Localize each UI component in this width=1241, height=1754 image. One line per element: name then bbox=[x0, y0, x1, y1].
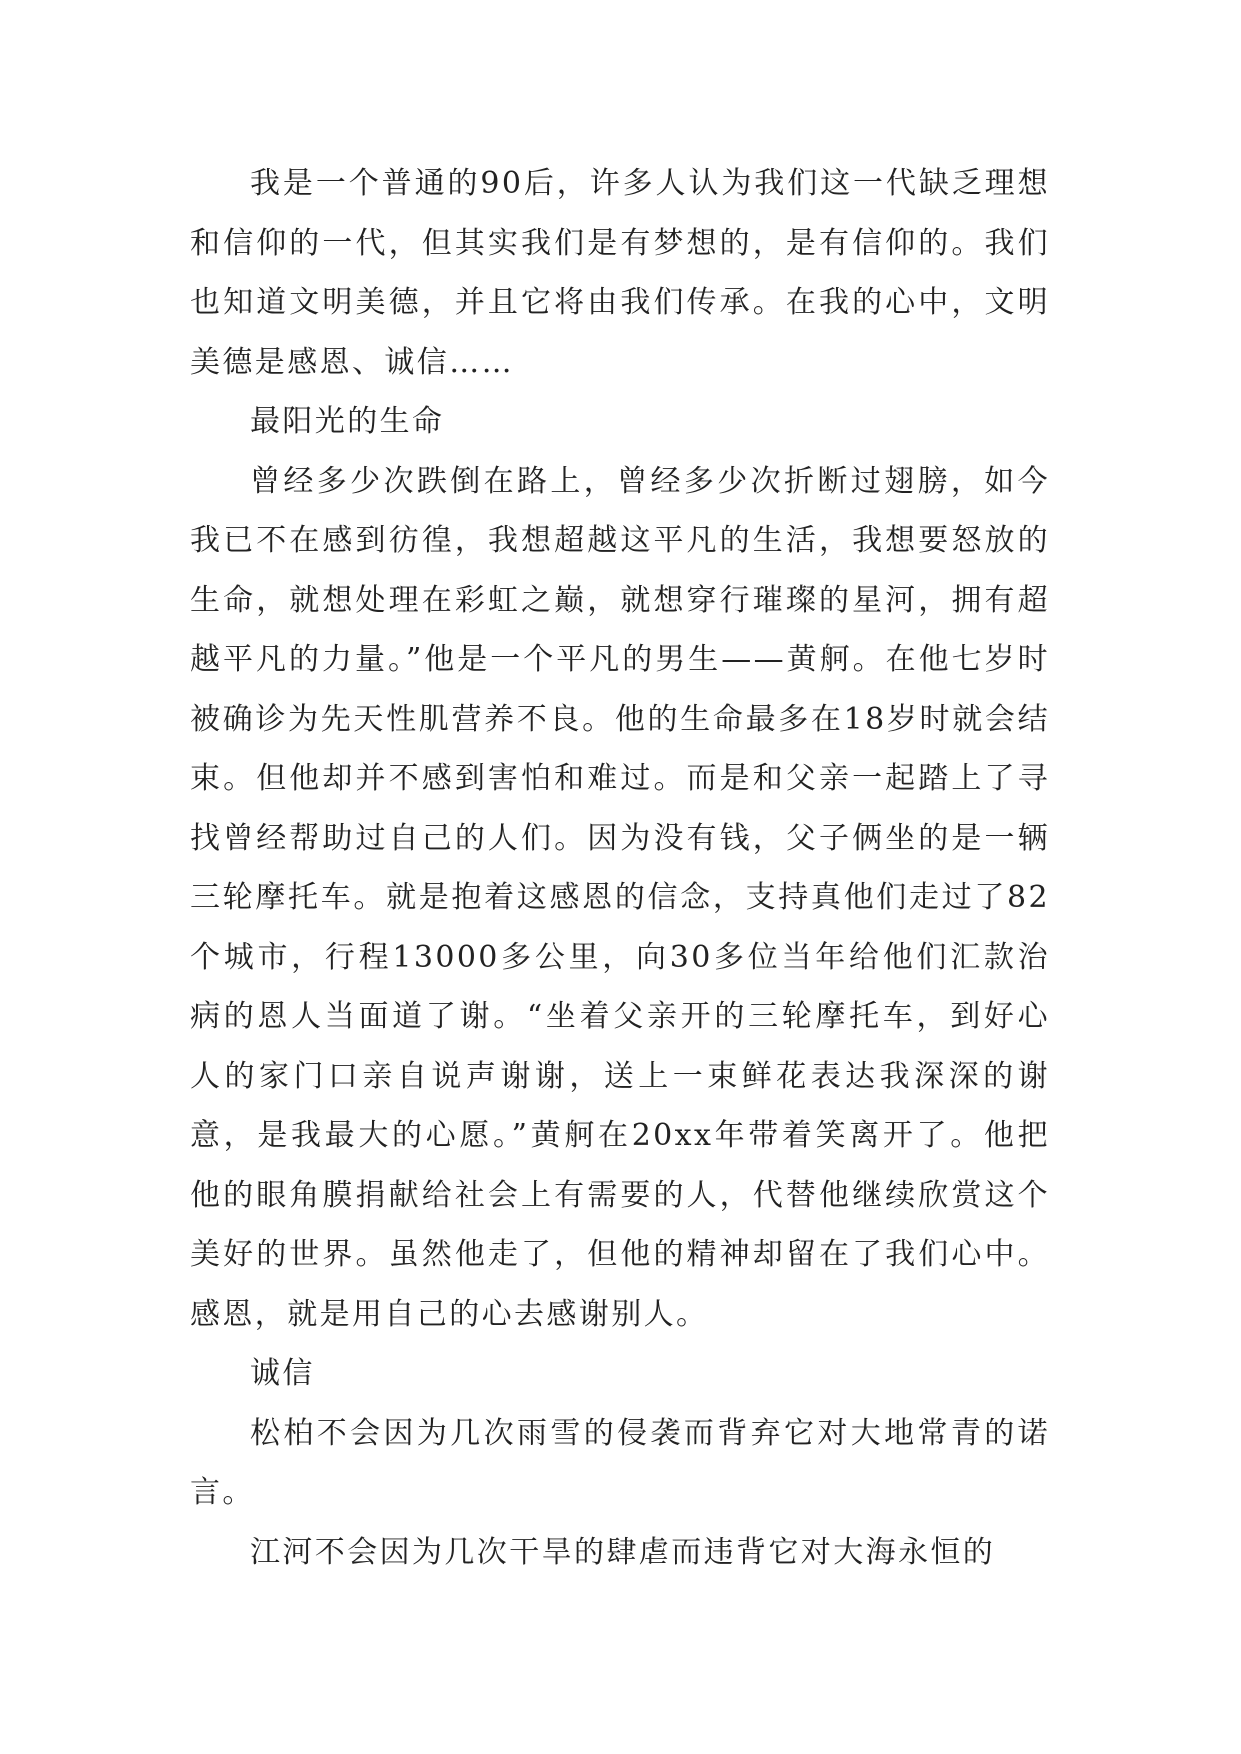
paragraph-rivers: 江河不会因为几次干旱的肆虐而违背它对大海永恒的 bbox=[250, 1534, 996, 1570]
paragraph-huang-ge-story: 曾经多少次跌倒在路上，曾经多少次折断过翅膀，如今我已不在感到彷徨，我想超越这平凡的生活，我想要怒放的生命，就想处理在彩虹之巅，就想穿行璀璨的星河，拥有超越平凡的力量。”他是一个平凡的男生——黄舸。在他七岁时被确诊为先天性肌营养不良。他的生命最多在18岁时就会结束。但他却并不感到害怕和难过。而是和父亲一起踏上了寻找曾经帮助过自己的人们。因为没有钱，父子俩坐的是一辆三轮摩托车。就是抱着这感恩的信念，支持真他们走过了82个城市，行程13000多公里，向30多位当年给他们汇款治病的恩人当面道了谢。“坐着父亲开的三轮摩托车，到好心人的家门口亲自说声谢谢，送上一束鲜花表达我深深的谢意，是我最大的心愿。”黄舸在20xx年带着笑离开了。他把他的眼角膜捐献给社会上有需要的人，代替他继续欣赏这个美好的世界。虽然他走了，但他的精神却留在了我们心中。感恩，就是用自己的心去感谢别人。 bbox=[190, 463, 1050, 1332]
paragraph-intro: 我是一个普通的90后，许多人认为我们这一代缺乏理想和信仰的一代，但其实我们是有梦想的，是有信仰的。我们也知道文明美德，并且它将由我们传承。在我的心中，文明美德是感恩、诚信…… bbox=[190, 166, 1050, 380]
section-heading-integrity: 诚信 bbox=[250, 1356, 315, 1391]
section-heading-sunshine-life: 最阳光的生命 bbox=[250, 404, 445, 439]
paragraph-pine-cypress: 松柏不会因为几次雨雪的侵袭而背弃它对大地常青的诺言。 bbox=[190, 1415, 1050, 1510]
document-body bbox=[190, 154, 1050, 1582]
